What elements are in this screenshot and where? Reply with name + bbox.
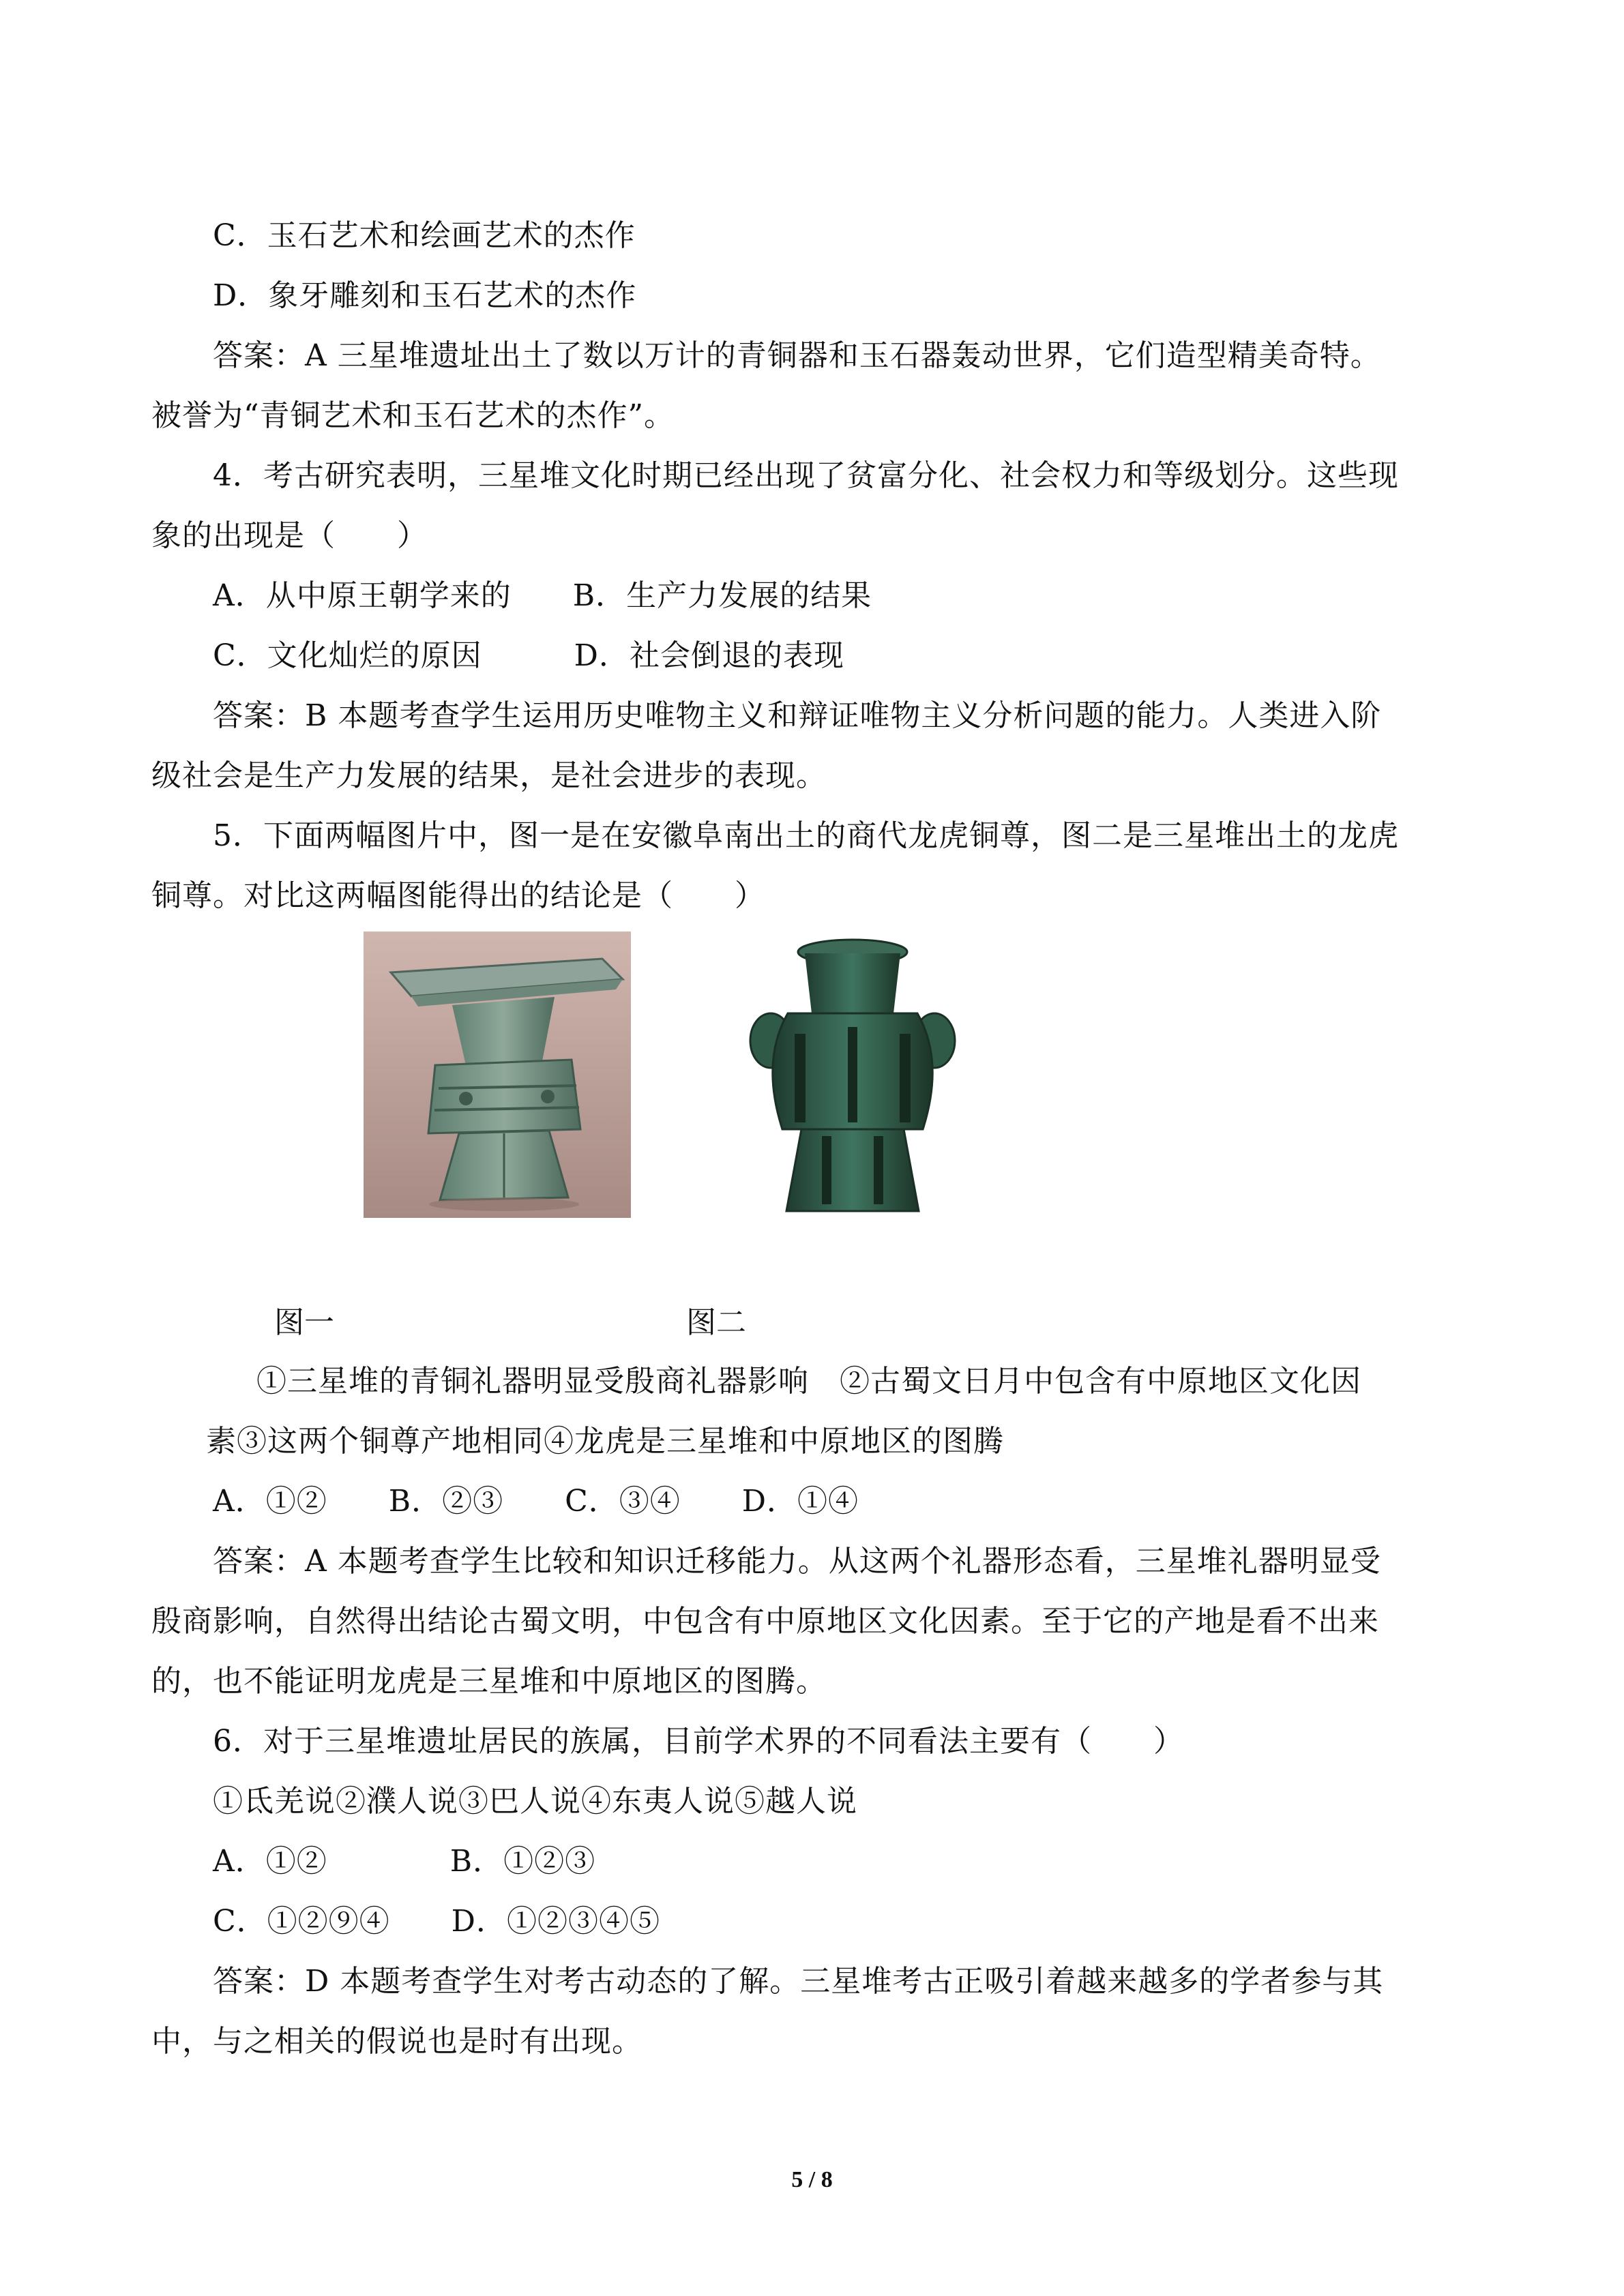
- text-line: 答案：D 本题考查学生对考古动态的了解。三星堆考古正吸引着越来越多的学者参与其: [213, 1964, 1384, 1999]
- text-line: 的，也不能证明龙虎是三星堆和中原地区的图腾。: [151, 1664, 827, 1699]
- text-line: 中，与之相关的假说也是时有出现。: [151, 2024, 643, 2059]
- text-line: 级社会是生产力发展的结果，是社会进步的表现。: [151, 758, 827, 793]
- text-line: C．文化灿烂的原因 D．社会倒退的表现: [213, 638, 844, 673]
- page-number: 5 / 8: [791, 2167, 833, 2192]
- text-line: C．①②⑨④ D．①②③④⑤: [213, 1904, 660, 1939]
- text-line: 5．下面两幅图片中，图一是在安徽阜南出土的商代龙虎铜尊，图二是三星堆出土的龙虎: [213, 818, 1399, 853]
- text-line: 象的出现是（ ）: [151, 518, 428, 553]
- text-line: ①氐羌说②濮人说③巴人说④东夷人说⑤越人说: [213, 1784, 857, 1819]
- figure-1-image: [364, 931, 631, 1218]
- text-line: 铜尊。对比这两幅图能得出的结论是（ ）: [151, 878, 765, 913]
- text-line: A．①② B．②③ C．③④ D．①④: [213, 1484, 859, 1519]
- text-line: A．①② B．①②③: [213, 1844, 596, 1879]
- figure-2-image: [740, 931, 965, 1222]
- text-line: 6．对于三星堆遗址居民的族属，目前学术界的不同看法主要有（ ）: [213, 1724, 1184, 1759]
- figure-2-caption: 图二: [686, 1305, 746, 1340]
- text-line: 答案：A 本题考查学生比较和知识迁移能力。从这两个礼器形态看，三星堆礼器明显受: [213, 1544, 1381, 1579]
- text-line: 答案：A 三星堆遗址出土了数以万计的青铜器和玉石器轰动世界，它们造型精美奇特。: [213, 338, 1381, 373]
- text-line: C．玉石艺术和绘画艺术的杰作: [213, 218, 636, 253]
- text-line: 答案：B 本题考查学生运用历史唯物主义和辩证唯物主义分析问题的能力。人类进入阶: [213, 698, 1382, 733]
- figure-1-caption: 图一: [274, 1305, 334, 1340]
- text-line: A．从中原王朝学来的 B．生产力发展的结果: [213, 578, 872, 613]
- text-line: D．象牙雕刻和玉石艺术的杰作: [213, 278, 637, 313]
- text-line: 殷商影响，自然得出结论古蜀文明，中包含有中原地区文化因素。至于它的产地是看不出来: [151, 1604, 1379, 1639]
- text-line: 4．考古研究表明，三星堆文化时期已经出现了贫富分化、社会权力和等级划分。这些现: [213, 458, 1399, 493]
- text-line: 素③这两个铜尊产地相同④龙虎是三星堆和中原地区的图腾: [206, 1424, 1004, 1459]
- text-line: ①三星堆的青铜礼器明显受殷商礼器影响 ②古蜀文日月中包含有中原地区文化因: [256, 1364, 1361, 1399]
- text-line: 被誉为“青铜艺术和玉石艺术的杰作”。: [151, 398, 675, 433]
